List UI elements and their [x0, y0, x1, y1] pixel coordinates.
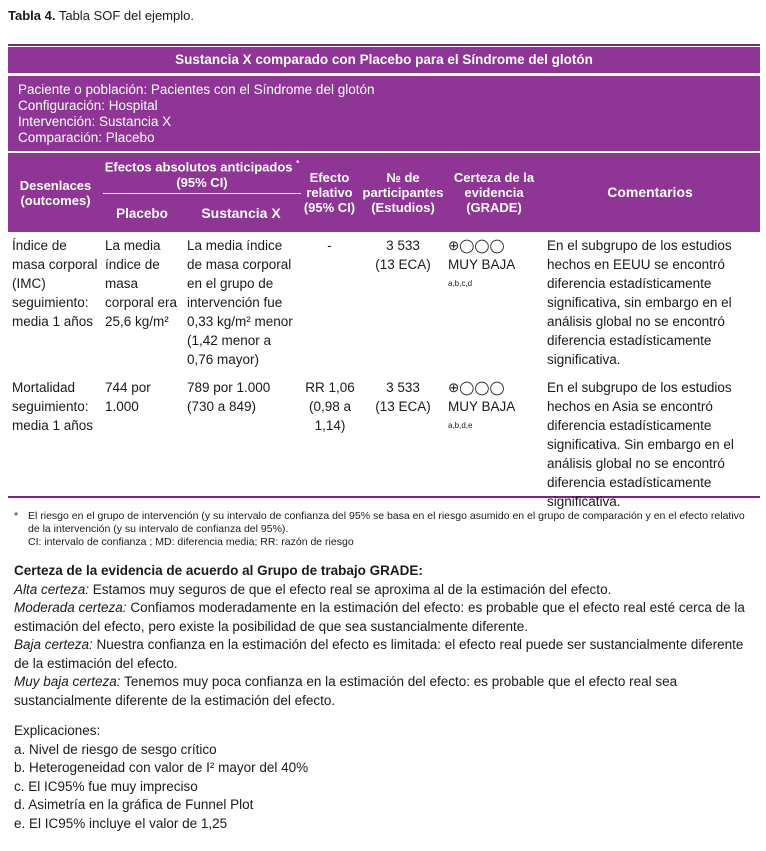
grade-text: Estamos muy seguros de que el efecto real se aproxima al de la estimación del efecto. [89, 581, 612, 597]
outcome-cell: Mortalidad seguimiento: media 1 años [12, 380, 94, 433]
footnote-text: El riesgo en el grupo de intervención (y su intervalo de confianza del 95% se basa en el riesgo asumido en el grupo de comparación y en el efecto relativo de la intervención (y su intervalo de confianza del 95%). [28, 510, 745, 535]
sustancia-cell: La media índice de masa corporal en el grupo de intervención fue 0,33 kg/m² menor (1,42 menor a 0,76 mayor) [187, 238, 293, 367]
grade-text: Tenemos muy poca confianza en la estimación del efecto: es probable que el efecto real sea sustancialmente diferente de la estimación del efecto. [14, 674, 678, 708]
explanation-item: b. Heterogeneidad con valor de I² mayor del 40% [14, 760, 309, 775]
table-footnotes [14, 510, 756, 549]
grade-term: Alta certeza: [14, 581, 90, 597]
explanations-heading: Explicaciones: [14, 723, 101, 738]
explanation-item: d. Asimetría en la gráfica de Funnel Plot [14, 797, 254, 812]
certainty-cell [448, 378, 542, 439]
participants-cell [358, 378, 448, 416]
grade-text: Confiamos moderadamente en la estimación del efecto: es probable que el efecto real esté cerca de la estimación del efecto, pero existe la posibilidad de que sea sustancialmente diferente. [14, 600, 745, 634]
explanation-item: a. Nivel de riesgo de sesgo crítico [14, 741, 217, 757]
grade-text: Nuestra confianza en la estimación del efecto es limitada: el efecto real puede ser sustancialmente diferente de la estimación del efecto. [14, 637, 744, 671]
participants-value: 3 533 [386, 380, 420, 395]
population-line: Paciente o población: Pacientes con el Síndrome del glotón [18, 82, 375, 97]
table-row [8, 378, 760, 509]
studies-value: (13 ECA) [375, 257, 431, 272]
explanation-item: c. El IC95% fue muy impreciso [14, 778, 198, 794]
explanations-section [14, 722, 308, 833]
sof-table [8, 44, 760, 509]
grade-item-very-low [14, 673, 754, 710]
header-placebo: Placebo [116, 205, 168, 221]
grade-item-moderate [14, 599, 754, 636]
grade-term: Moderada certeza: [14, 600, 127, 615]
participants-cell [358, 236, 448, 274]
grade-term: Baja certeza: [14, 637, 93, 652]
certainty-label: MUY BAJA [448, 399, 515, 414]
caption-text: Tabla SOF del ejemplo. [58, 8, 194, 23]
header-absolute [103, 153, 301, 193]
relative-cell: RR 1,06 (0,98 a 1,14) [305, 380, 355, 433]
header-absolute-star: * [296, 159, 300, 169]
footnote-star: * [14, 510, 19, 522]
table-header [8, 152, 760, 232]
header-participants: № de participantes (Estudios) [362, 170, 444, 215]
setting-line: Configuración: Hospital [18, 98, 158, 113]
studies-value: (13 ECA) [375, 399, 431, 414]
certainty-symbols: ⊕◯◯◯ [448, 238, 505, 253]
abbreviations: CI: intervalo de confianza ; MD: diferencia media; RR: razón de riesgo [28, 536, 354, 548]
placebo-cell: La media índice de masa corporal era 25,6 kg/m² [105, 238, 178, 329]
comparison-line: Comparación: Placebo [18, 130, 155, 145]
grade-item-low [14, 636, 754, 673]
header-outcomes: Desenlaces (outcomes) [19, 177, 92, 208]
grade-heading: Certeza de la evidencia de acuerdo al Grupo de trabajo GRADE: [14, 563, 423, 578]
outcome-cell: Índice de masa corporal (IMC) seguimiento: media 1 años [12, 238, 98, 329]
header-sustancia: Sustancia X [201, 204, 281, 221]
sustancia-cell: 789 por 1.000 (730 a 849) [187, 380, 271, 414]
certainty-cell [448, 236, 542, 297]
header-comments: Comentarios [607, 184, 693, 200]
population-box [8, 75, 760, 151]
placebo-cell: 744 por 1.000 [105, 380, 151, 414]
grade-section [14, 562, 754, 710]
comment-cell: En el subgrupo de los estudios hechos en Asia se encontró diferencia estadísticamente significativa. Sin embargo en el análisis global no se encontró diferencia estadísticamente significativa. [547, 380, 734, 509]
header-certainty: Certeza de la evidencia (GRADE) [453, 170, 535, 215]
certainty-refs: a,b,d,e [448, 421, 473, 430]
table-row [8, 236, 760, 376]
explanation-item: e. El IC95% incluye el valor de 1,25 [14, 815, 228, 831]
footnote-line [14, 510, 756, 536]
certainty-label: MUY BAJA [448, 257, 515, 272]
grade-item-high [14, 581, 754, 600]
participants-value: 3 533 [386, 238, 420, 253]
relative-cell: - [327, 238, 332, 253]
caption-label: Tabla 4. [8, 8, 56, 23]
header-relative: Efecto relativo (95% CI) [303, 170, 356, 215]
comment-cell: En el subgrupo de los estudios hechos en EEUU se encontró diferencia estadísticamente significativa, sin embargo en el análisis global no se encontró diferencia estadísticamente significativa. [547, 238, 732, 367]
certainty-refs: a,b,c,d [448, 279, 473, 288]
grade-term: Muy baja certeza: [14, 674, 121, 689]
table-caption [8, 8, 194, 23]
table-title: Sustancia X comparado con Placebo para el Síndrome del glotón [8, 46, 760, 73]
header-absolute-ci: (95% CI) [176, 174, 228, 190]
header-absolute-text: Efectos absolutos anticipados [104, 159, 293, 175]
intervention-line: Intervención: Sustancia X [18, 114, 172, 129]
certainty-symbols: ⊕◯◯◯ [448, 380, 505, 395]
